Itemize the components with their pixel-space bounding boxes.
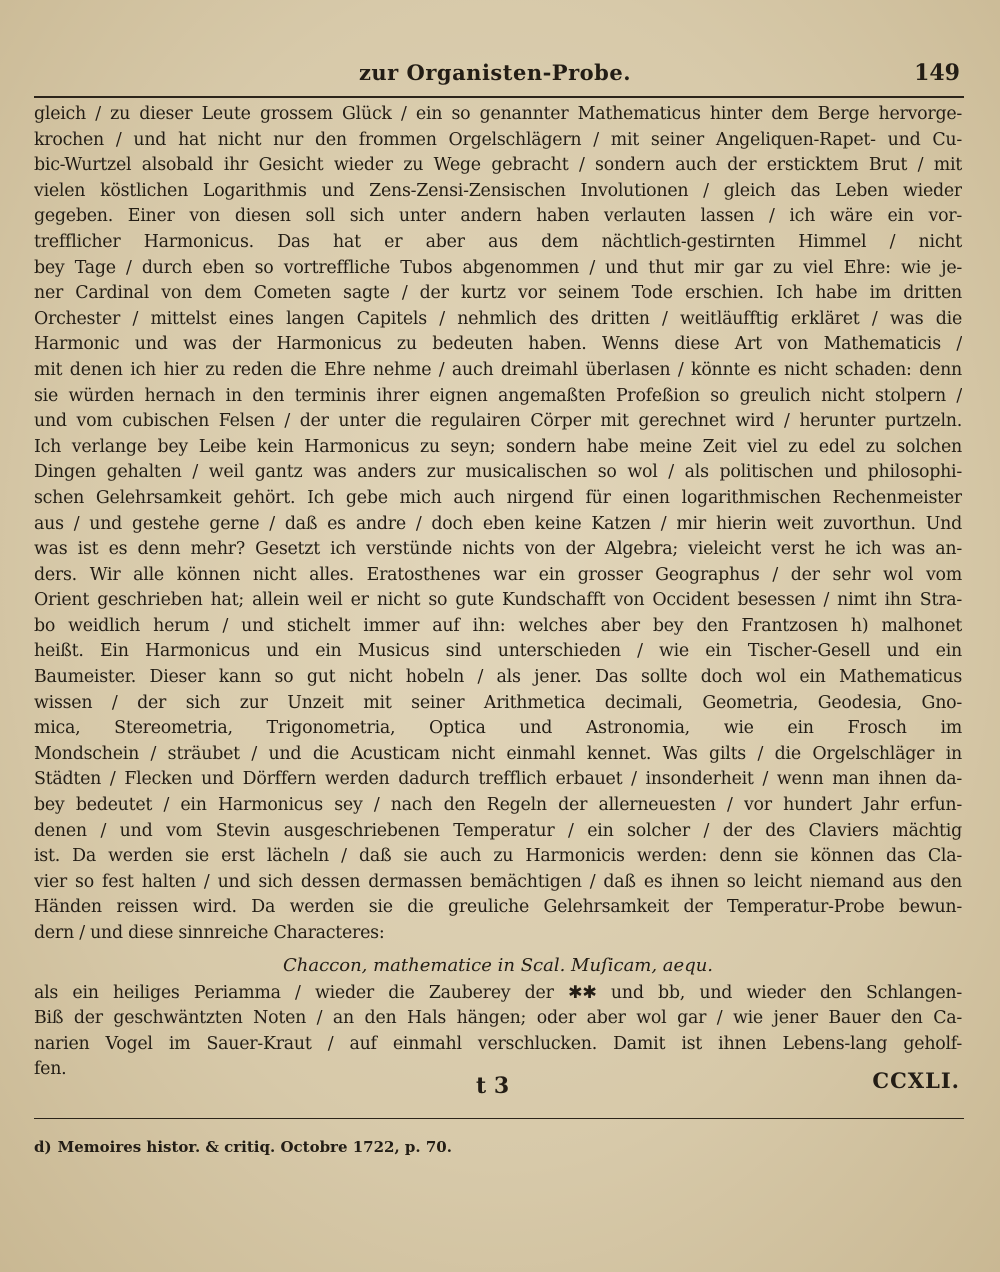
text-line: Orient geschrieben hat; allein weil er nicht so gute Kundschafft von Occident besessen / nimt ihn Stra- [34, 590, 962, 611]
text-line: sie würden hernach in den terminis ihrer eignen angemaßten Profeßion so greulich nicht stolpern / [34, 385, 962, 406]
catchword: CCXLI. [872, 1068, 960, 1093]
text-line: heißt. Ein Harmonicus und ein Musicus sind unterschieden / wie ein Tischer-Gesell und ein [34, 641, 962, 662]
running-head: zur Organisten-Probe. [358, 60, 632, 85]
text-line: Harmonic und was der Harmonicus zu bedeuten haben. Wenns diese Art von Mathematicis / [34, 334, 962, 355]
text-line: aus / und gestehe gerne / daß es andre / doch eben keine Katzen / mir hierin weit zuvorthun. Und [34, 513, 962, 534]
text-line: bo weidlich herum / und stichelt immer auf ihn: welches aber bey den Frantzosen h) malhonet [34, 615, 962, 636]
text-line: trefflicher Harmonicus. Das hat er aber aus dem nächtlich-gestirnten Himmel / nicht [34, 231, 962, 252]
page-header [30, 58, 960, 94]
signature-mark: t 3 [476, 1073, 510, 1099]
text-line: fen. [34, 1059, 67, 1080]
formula-line: Chaccon, mathematice in Scal. Muſicam, aequ. [282, 954, 714, 976]
text-line: bey Tage / durch eben so vortreffliche Tubos abgenommen / und thut mir gar zu viel Ehre: wie je- [34, 257, 962, 278]
footnote-text: Memoires histor. & critiq. Octobre 1722, p. 70. [57, 1138, 452, 1156]
text-line: narien Vogel im Sauer-Kraut / auf einmahl verschlucken. Damit ist ihnen Lebens-lang geholf- [34, 1033, 962, 1054]
footnote-label: d) [34, 1138, 52, 1156]
footnote-rule [34, 1118, 964, 1119]
text-line: wissen / der sich zur Unzeit mit seiner Arithmetica decimali, Geometria, Geodesia, Gno- [34, 692, 962, 713]
text-line: als ein heiliges Periamma / wieder die Zauberey der ✱✱ und bb, und wieder den Schlangen- [34, 982, 962, 1003]
text-line: mit denen ich hier zu reden die Ehre nehme / auch dreimahl überlasen / könnte es nicht schaden: denn [34, 359, 962, 380]
text-line: Dingen gehalten / weil gantz was anders zur musicalischen so wol / als politischen und philosophi- [34, 462, 962, 483]
header-rule [34, 96, 964, 98]
text-line: denen / und vom Stevin ausgeschriebenen Temperatur / ein solcher / der des Claviers mächtig [34, 820, 962, 841]
text-line: ist. Da werden sie erst lächeln / daß sie auch zu Harmonicis werden: denn sie können das Cla- [34, 846, 962, 867]
text-line: mica, Stereometria, Trigonometria, Optica und Astronomia, wie ein Frosch im [34, 718, 962, 739]
text-line: vielen köstlichen Logarithmis und Zens-Zensi-Zensischen Involutionen / gleich das Leben wieder [34, 180, 962, 201]
text-line: Händen reissen wird. Da werden sie die greuliche Gelehrsamkeit der Temperatur-Probe bewun- [34, 897, 962, 918]
text-line: Ich verlange bey Leibe kein Harmonicus zu seyn; sondern habe meine Zeit viel zu edel zu solchen [34, 436, 962, 457]
paragraph-main [34, 102, 962, 947]
text-line: und vom cubischen Felsen / der unter die regulairen Cörper mit gerechnet wird / herunter purtzeln. [34, 411, 962, 432]
text-line: bic-Wurtzel alsobald ihr Gesicht wieder zu Wege gebracht / sondern auch der ersticktem Brut / mit [34, 155, 962, 176]
footnote [34, 1138, 452, 1156]
text-line: gegeben. Einer von diesen soll sich unter andern haben verlauten lassen / ich wäre ein vor- [34, 206, 962, 227]
text-line: Mondschein / sträubet / und die Acusticam nicht einmahl kennet. Was gilts / die Orgelschläger in [34, 743, 962, 764]
text-line: schen Gelehrsamkeit gehört. Ich gebe mich auch nirgend für einen logarithmischen Rechenmeister [34, 487, 962, 508]
page-number: 149 [914, 60, 960, 86]
text-line: bey bedeutet / ein Harmonicus sey / nach den Regeln der allerneuesten / vor hundert Jahr erfun- [34, 795, 962, 816]
text-line: Biß der geschwäntzten Noten / an den Hals hängen; oder aber wol gar / wie jener Bauer den Ca- [34, 1008, 962, 1029]
text-line: ner Cardinal von dem Cometen sagte / der kurtz vor seinem Tode erschien. Ich habe im dritten [34, 283, 962, 304]
text-line: krochen / und hat nicht nur den frommen Orgelschlägern / mit seiner Angeliquen-Rapet- und Cu- [34, 129, 962, 150]
text-line: ders. Wir alle können nicht alles. Eratosthenes war ein grosser Geographus / der sehr wol vom [34, 564, 962, 585]
text-line: gleich / zu dieser Leute grossem Glück / ein so genannter Mathematicus hinter dem Berge hervorge- [34, 104, 962, 124]
text-line: was ist es denn mehr? Gesetzt ich verstünde nichts von der Algebra; vieleicht verst he ich was an- [34, 539, 962, 560]
text-line: vier so fest halten / und sich dessen dermassen bemächtigen / daß es ihnen so leicht niemand aus den [34, 871, 962, 892]
text-line: dern / und diese sinnreiche Characteres: [34, 923, 385, 943]
paragraph-continuation [34, 981, 962, 1083]
body-text [34, 102, 962, 1083]
text-line: Orchester / mittelst eines langen Capitels / nehmlich des dritten / weitläufftig erkläret / was die [34, 308, 962, 329]
text-line: Baumeister. Dieser kann so gut nicht hobeln / als jener. Das sollte doch wol ein Mathematicus [34, 667, 962, 688]
text-line: Städten / Flecken und Dörffern werden dadurch trefflich erbauet / insonderheit / wenn man ihnen da- [34, 769, 962, 790]
